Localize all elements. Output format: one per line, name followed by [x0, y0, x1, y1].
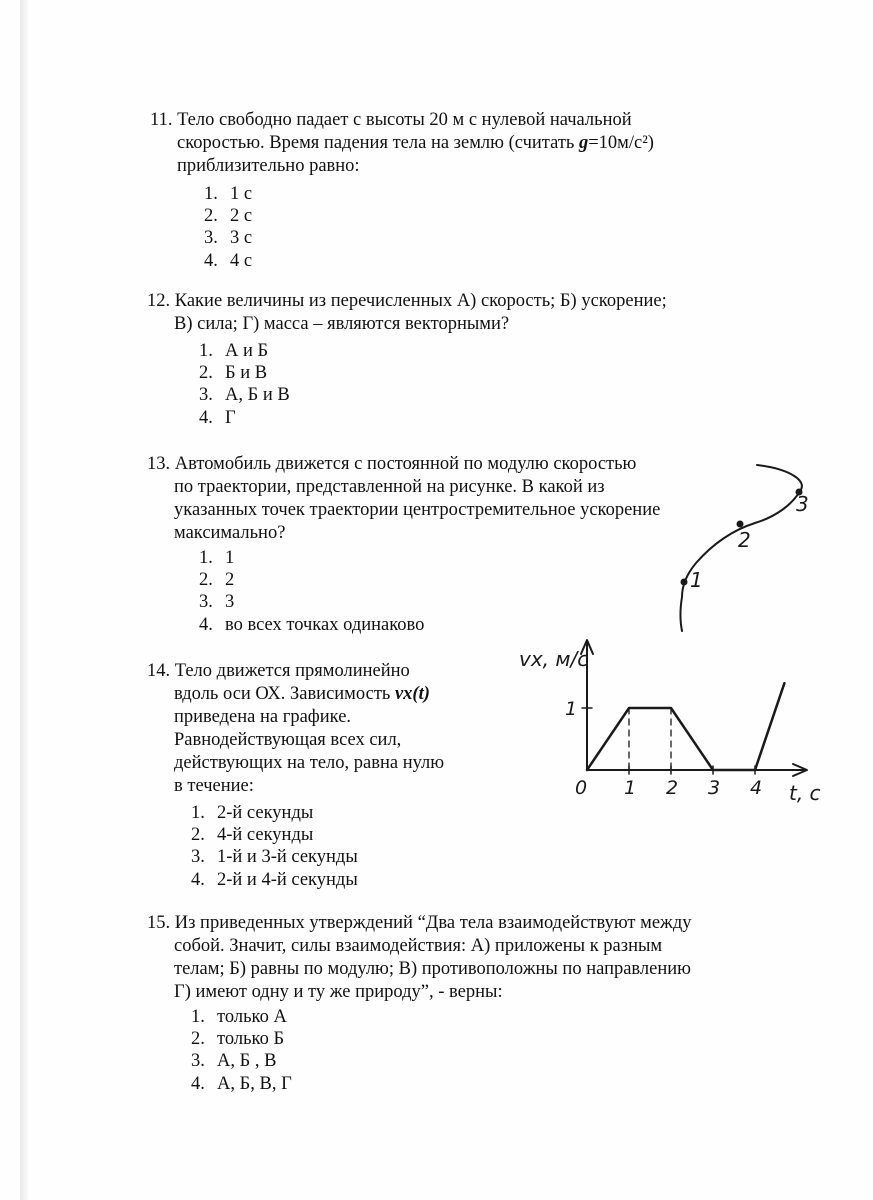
answer-options [178, 183, 710, 272]
answer-option[interactable]: 1. 1 с [204, 184, 253, 204]
g-value: =10м/с²) [588, 133, 654, 153]
answer-option[interactable]: 2. 2 с [204, 206, 253, 227]
trajectory-point-2 [737, 521, 744, 528]
question-number: 15. [147, 913, 171, 933]
stem-line: Равнодействующая всех сил, [174, 730, 402, 750]
question-14 [147, 660, 487, 891]
stem-line: приведена на графике. [174, 707, 352, 727]
trajectory-figure [660, 455, 820, 635]
question-number: 13. [147, 454, 171, 474]
answer-option[interactable]: 4. Г [199, 407, 236, 428]
answer-option[interactable]: 1. А и Б [199, 341, 269, 361]
question-12 [147, 290, 747, 429]
stem-line: по траектории, представленной на рисунке. В какой из [174, 477, 605, 497]
question-15-stem [147, 912, 787, 1004]
trajectory-label-2: 2 [738, 528, 751, 552]
x-axis-label: t, c [789, 781, 821, 805]
question-13 [147, 453, 707, 636]
trajectory-point-1 [681, 579, 688, 586]
question-number: 14. [147, 661, 171, 681]
x-tick-label: 0 [575, 777, 588, 799]
answer-options [165, 1006, 787, 1095]
question-number: 11. [150, 110, 173, 130]
answer-option[interactable]: 2. Б и В [199, 363, 268, 384]
question-15 [147, 912, 787, 1095]
stem-line: вдоль оси ОХ. Зависимость [174, 684, 395, 704]
answer-option[interactable]: 3. 1-й и 3-й секунды [191, 847, 358, 868]
x-tick-label: 2 [666, 777, 679, 799]
stem-line: в течение: [174, 776, 254, 796]
y-tick-label: 1 [565, 698, 578, 720]
stem-line: Какие величины из перечисленных А) скорость; Б) ускорение; [174, 291, 667, 311]
velocity-graph [505, 630, 845, 830]
stem-line: Тело движется прямолинейно [174, 661, 410, 681]
answer-option[interactable]: 4. 2-й и 4-й секунды [191, 869, 358, 890]
answer-option[interactable]: 4. 4 с [204, 250, 253, 271]
stem-line: Из приведенных утверждений “Два тела взаимодействуют между [174, 913, 692, 933]
stem-line: указанных точек траектории центростремительное ускорение [174, 500, 661, 520]
answer-option[interactable]: 4. во всех точках одинаково [199, 614, 425, 635]
question-14-stem [147, 660, 487, 798]
x-tick-label: 3 [708, 777, 721, 799]
stem-line: скоростью. Время падения тела на землю (считать [177, 133, 579, 153]
stem-line: максимально? [174, 523, 286, 543]
stem-line: Г) имеют одну и ту же природу”, - верны: [174, 982, 503, 1002]
question-number: 12. [147, 291, 171, 311]
answer-option[interactable]: 2. 4-й секунды [191, 825, 314, 846]
question-13-stem [147, 453, 707, 545]
answer-option[interactable]: 3. А, Б и В [199, 385, 290, 406]
answer-options [173, 547, 707, 636]
stem-line: приблизительно равно: [177, 156, 360, 176]
answer-options [165, 802, 487, 891]
stem-line: собой. Значит, силы взаимодействия: А) приложены к разным [174, 936, 663, 956]
trajectory-label-1: 1 [690, 568, 703, 592]
answer-option[interactable]: 1. только А [191, 1007, 287, 1027]
question-12-stem [147, 290, 747, 336]
trajectory-label-3: 3 [796, 492, 809, 516]
stem-line: телам; Б) равны по модулю; В) противоположны по направлению [174, 959, 691, 979]
question-11-stem [150, 109, 710, 178]
answer-option[interactable]: 3. А, Б , В [191, 1051, 277, 1072]
g-symbol: g [579, 133, 589, 153]
stem-line: действующих на тело, равна нулю [174, 753, 445, 773]
x-tick-label: 4 [750, 777, 763, 799]
stem-line: Тело свободно падает с высоты 20 м с нулевой начальной [177, 110, 632, 130]
x-tick-label: 1 [624, 777, 637, 799]
answer-option[interactable]: 1. 1 [199, 548, 235, 568]
answer-option[interactable]: 4. А, Б, В, Г [191, 1073, 292, 1094]
stem-line: В) сила; Г) масса – являются векторными? [174, 314, 510, 334]
answer-option[interactable]: 3. 3 с [204, 228, 253, 249]
y-axis-label: vх, м/с [519, 647, 589, 671]
stem-line: Автомобиль движется с постоянной по модулю скоростью [174, 454, 637, 474]
velocity-series-line [587, 683, 784, 770]
question-11 [150, 109, 710, 272]
answer-options [173, 340, 747, 429]
answer-option[interactable]: 1. 2-й секунды [191, 803, 314, 823]
answer-option[interactable]: 2. 2 [199, 570, 235, 591]
answer-option[interactable]: 2. только Б [191, 1029, 285, 1050]
vx-label: vх(t) [394, 684, 430, 704]
answer-option[interactable]: 3. 3 [199, 592, 235, 613]
